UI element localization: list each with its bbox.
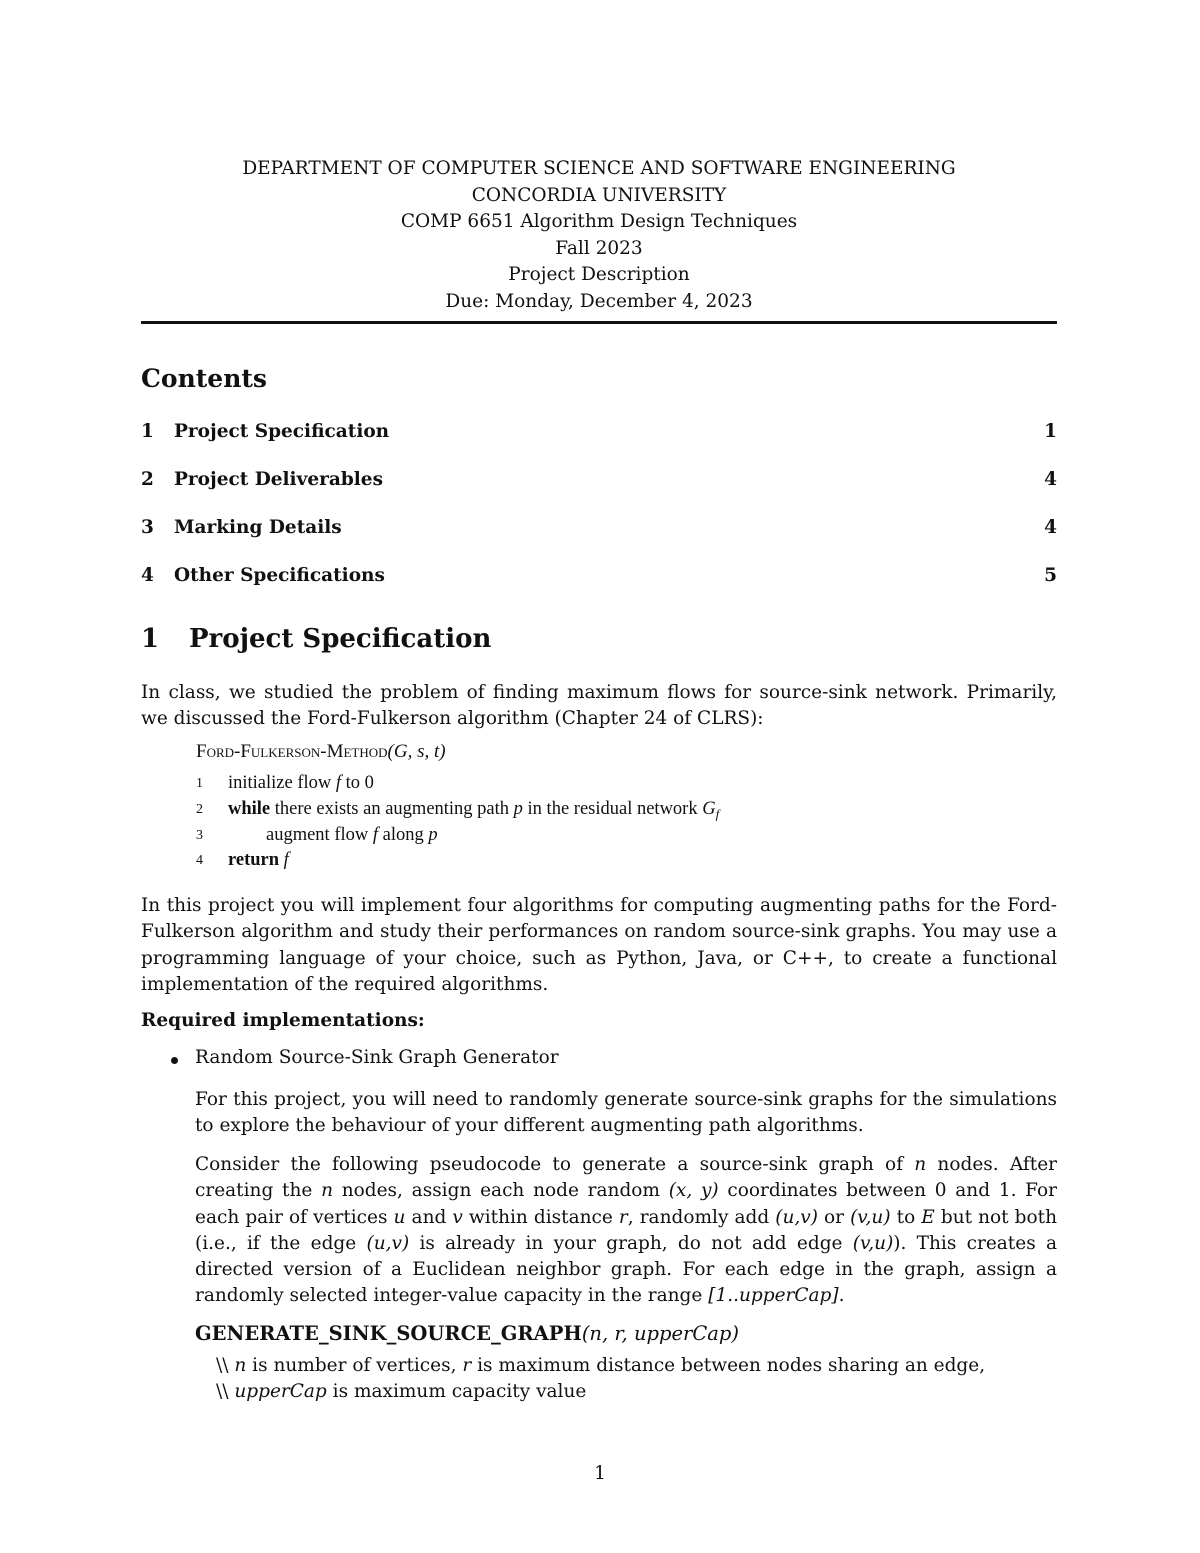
math-var: (x, y): [668, 1180, 719, 1202]
text-run: but not both (i.e., if the edge: [195, 1206, 1058, 1254]
math-var: n: [321, 1180, 333, 1202]
math-var: (u,v): [366, 1232, 410, 1254]
toc-page: 4: [1044, 517, 1057, 538]
code-text: in the residual network: [522, 799, 703, 819]
toc-title: Other Specifications: [174, 565, 385, 586]
code-text: along: [378, 825, 429, 845]
text-run: ). This creates a directed version of a Euclidean neighbor graph. For each edge in the graph, assign a randomly selected integer-value capacity in the range: [195, 1232, 1057, 1307]
math-var: [1..upperCap]: [708, 1285, 839, 1307]
text-run: is maximum distance between nodes sharing an edge,: [471, 1355, 986, 1376]
math-var: v: [452, 1206, 463, 1228]
function-args: (n, r, upperCap): [581, 1322, 739, 1345]
math-var: u: [393, 1206, 406, 1228]
code-keyword: return: [228, 850, 280, 870]
toc-page: 1: [1044, 421, 1057, 442]
bullet-text: Random Source-Sink Graph Generator: [195, 1047, 559, 1068]
toc-page: 5: [1044, 565, 1057, 586]
text-run: .: [838, 1285, 845, 1307]
toc-number: 4: [141, 565, 154, 586]
toc-number: 3: [141, 517, 154, 538]
section-title: Project Specification: [189, 624, 492, 654]
code-var: p: [513, 799, 523, 819]
text-run: or: [817, 1206, 851, 1228]
math-var: n: [914, 1154, 927, 1175]
pseudocode-comment: [216, 1355, 985, 1376]
document-header: [140, 156, 1058, 315]
algorithm-title: [196, 741, 446, 763]
toc-title: Marking Details: [174, 517, 342, 538]
code-subscript: f: [715, 806, 720, 822]
term-line: Fall 2023: [555, 237, 643, 259]
line-number: 2: [196, 802, 203, 817]
code-var: p: [428, 825, 438, 845]
text-run: within distance: [462, 1206, 619, 1228]
toc-page: 4: [1044, 469, 1057, 490]
text-run: is already in your graph, do not add edge: [409, 1232, 853, 1254]
text-run: coordinates between 0 and 1. For each pair of vertices: [195, 1180, 1057, 1228]
project-overview-paragraph: In this project you will implement four algorithms for computing augmenting paths for the Ford-Fulkerson algorithm and study their performances on random source-sink graphs. You may use a programming language of your choice, such as Python, Java, or C++, to create a functional implementation of the required algorithms.: [141, 895, 1057, 995]
contents-title: Contents: [141, 364, 268, 393]
code-var: G: [702, 799, 716, 819]
text-run: Consider the following pseudocode to generate a source-sink graph of: [195, 1154, 915, 1175]
line-number: 3: [196, 828, 203, 843]
math-var: E: [921, 1206, 935, 1228]
header-rule: [141, 321, 1057, 324]
toc-number: 1: [141, 421, 154, 442]
department-line: DEPARTMENT OF COMPUTER SCIENCE AND SOFTWARE ENGINEERING: [242, 158, 956, 179]
comment-marker: \\: [216, 1355, 235, 1376]
text-run: to: [890, 1206, 922, 1228]
section-heading: [141, 624, 491, 654]
text-run: nodes, assign each node random: [332, 1180, 669, 1202]
bullet-dot: [171, 1057, 178, 1064]
toc-title: Project Deliverables: [174, 469, 383, 490]
toc-title: Project Specification: [174, 421, 390, 442]
math-var: (v,u): [852, 1232, 894, 1254]
document-type-line: Project Description: [508, 264, 690, 285]
code-var: f: [335, 773, 342, 793]
math-var: r: [618, 1206, 628, 1228]
generator-pseudocode-description: [195, 1152, 1057, 1310]
required-implementations-heading: Required implementations:: [141, 1010, 425, 1031]
generate-graph-signature: [195, 1322, 739, 1345]
text-run: , randomly add: [627, 1206, 776, 1228]
math-var: (v,u): [850, 1206, 891, 1228]
math-var: (u,v): [775, 1206, 818, 1228]
math-var: r: [462, 1355, 472, 1376]
math-var: upperCap: [234, 1381, 327, 1402]
comment-marker: \\: [216, 1381, 235, 1402]
line-number: 1: [196, 776, 203, 791]
text-run: is maximum capacity value: [326, 1381, 587, 1402]
math-var: n: [234, 1355, 247, 1376]
due-date-line: Due: Monday, December 4, 2023: [445, 290, 753, 312]
text-run: is number of vertices,: [246, 1355, 463, 1376]
code-keyword: while: [228, 799, 271, 819]
code-text: to 0: [341, 773, 374, 793]
pseudocode-comment: [216, 1381, 586, 1402]
text-run: nodes. After creating the: [195, 1154, 1057, 1202]
section-number: 1: [141, 624, 160, 654]
intro-paragraph: In class, we studied the problem of finding maximum flows for source-sink network. Primarily, we discussed the Ford-Fulkerson algorithm (Chapter 24 of CLRS):: [141, 682, 1057, 730]
university-line: CONCORDIA UNIVERSITY: [471, 184, 727, 206]
algorithm-args: (G, s, t): [387, 741, 446, 762]
code-var: f: [283, 850, 289, 870]
code-text: there exists an augmenting path: [270, 799, 514, 819]
page-number: 1: [594, 1463, 606, 1484]
algorithm-name: Ford-Fulkerson-Method: [196, 741, 388, 762]
code-text: augment flow: [266, 825, 373, 845]
line-number: 4: [196, 853, 203, 868]
text-run: and: [405, 1206, 453, 1228]
toc-number: 2: [141, 469, 154, 490]
code-text: initialize flow: [228, 773, 336, 793]
generator-intro-paragraph: For this project, you will need to randomly generate source-sink graphs for the simulations to explore the behaviour of your different augmenting path algorithms.: [195, 1089, 1057, 1137]
code-var: f: [372, 825, 379, 845]
function-name: GENERATE_SINK_SOURCE_GRAPH: [195, 1322, 582, 1345]
course-line: COMP 6651 Algorithm Design Techniques: [400, 211, 798, 232]
